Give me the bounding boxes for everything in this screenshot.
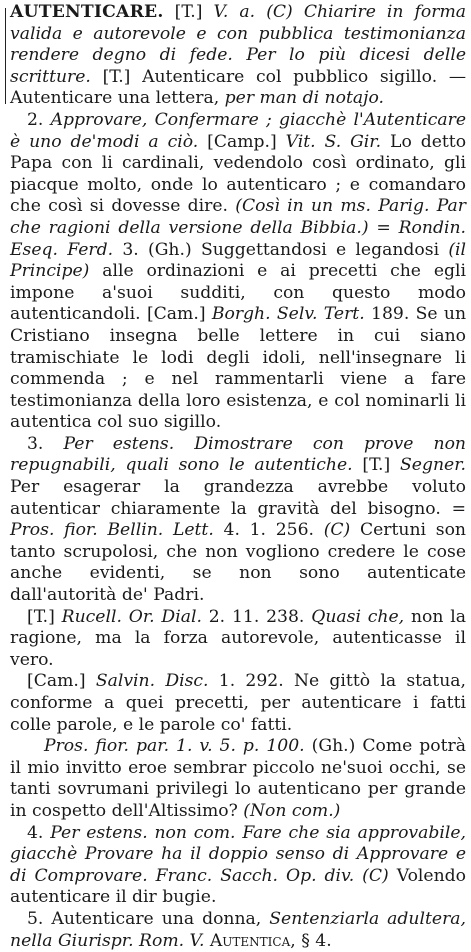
example: Autenticare col pubblico sigillo. — Autenticare una lettera, [10, 66, 467, 109]
quote: Volendo autenticare il dir bugie. [10, 865, 467, 908]
quote: Se un Cristiano insegna belle lettere in cui siano tramischiate le lodi degli idoli, nell'insegnare li commenda ; e nel rammentarli viene a fare testimonianza della loro esistenza, e col nominarli li autentica col suo sigillo. [10, 304, 467, 433]
citation: Rondin. Eseq. Ferd. [10, 217, 466, 260]
headword: AUTENTICARE. [10, 2, 164, 22]
editorial-note: (Così in un ms. Parig. Par che ragioni della versione della Bibbia.) [10, 196, 466, 238]
citation: Rucell. Or. Dial. [61, 606, 202, 627]
tag-t: [T.] [174, 2, 203, 22]
equals-sign: = [376, 217, 391, 238]
quote: Lo detto Papa con li cardinali, vedendolo così ordinato, gli piacque molto, onde lo autenticaro ; e comandaro che così si dovesse dire. [10, 131, 467, 217]
tag-t: [T.] [362, 455, 391, 476]
source-gh: (Gh.) [311, 736, 356, 757]
quote: Come potrà il mio invitto eroe sembrar piccolo ne'suoi occhi, se tanti sovrumani privilegi lo autenticano per grande in cospetto dell'Altissimo? [10, 736, 467, 821]
parenthetical: (il Principe) [10, 239, 467, 282]
definition: Per estens. non com. Fare che sia approvabile, giacchè Provare ha il doppio senso di Approvare e di Comprovare. Franc. Sacch. Op. div. [10, 822, 467, 886]
part-of-speech: V. a. [213, 2, 256, 22]
sense-2 [10, 110, 466, 434]
definition: Per estens. Dimostrare con prove non repugnabili, quali sono le autentiche. [10, 433, 466, 476]
tag-t: [T.] [102, 66, 131, 87]
tag-cam: [Cam.] [27, 671, 86, 692]
quote: Ne gittò la statua, conforme a quei precetti, per autenticare i fatti colle parole, e le parole co' fatti. [10, 671, 466, 735]
citation: Vit. S. Gir. [285, 131, 382, 152]
quote: alle ordinazioni e ai precetti che egli impone a'suoi sudditi, con questo modo autenticandoli. [10, 261, 466, 325]
citation-ref: 189. [371, 304, 410, 325]
phrase: Autenticare una donna, [51, 908, 262, 929]
tag-t: [T.] [27, 606, 55, 627]
sense-3-cont-2 [10, 671, 466, 736]
example-italic: per man di notajo. [224, 88, 384, 109]
citation-ref: 2. 11. 238. [208, 606, 305, 627]
sense-number: 2. [27, 109, 44, 130]
source-gh: (Gh.) [148, 239, 192, 260]
dictionary-entry [10, 2, 466, 952]
sense-number: 5. [27, 908, 44, 929]
tag-camp: [Camp.] [207, 131, 277, 152]
cross-reference: Autentica, [209, 930, 296, 951]
equals-sign: = [451, 498, 466, 519]
sense-4 [10, 823, 466, 909]
sense-1 [10, 2, 466, 110]
sense-5 [10, 909, 466, 952]
tag-cam: [Cam.] [146, 304, 206, 325]
citation: Salvin. Disc. [95, 671, 209, 692]
citation: Pros. fior. par. 1. v. 5. p. 100. [44, 736, 305, 757]
citation-ref: 4. 1. 256. [223, 520, 314, 541]
source-c: (C) [362, 865, 389, 886]
citation: Pros. fior. Bellin. Lett. [10, 520, 214, 541]
quote: non la ragione, ma la forza autorevole, autenticasse il vero. [10, 606, 467, 670]
usage-note: (Non com.) [243, 800, 341, 821]
sense-3-cont-1 [10, 607, 466, 672]
source-c: (C) [323, 520, 351, 541]
sense-number: 3. [27, 433, 44, 454]
definition: Sentenziarla adultera, nella Giurispr. Rom. V. [10, 908, 466, 951]
section-ref: § 4. [301, 930, 332, 951]
citation-ref: 3. [122, 239, 139, 260]
sense-number: 4. [27, 822, 44, 843]
quote: Certuni son tanto scrupolosi, che non vogliono credere le cose anche evidenti, se non sono autenticate dall'autorità de' Padri. [10, 520, 466, 606]
margin-rule [5, 8, 6, 104]
quote: Per esagerar la grandezza avrebbe voluto autenticar chiaramente la gravità del bisogno. [10, 477, 466, 519]
quote-italic: Quasi che, [311, 606, 405, 627]
quote: Suggettandosi e legandosi [200, 239, 440, 260]
definition: Approvare, Confermare ; giacchè l'Autenticare è uno de'modi a ciò. [10, 109, 466, 152]
source-c: (C) [266, 2, 293, 22]
citation: Segner. [400, 455, 466, 476]
citation: Borgh. Selv. Tert. [211, 304, 365, 325]
sense-3 [10, 434, 466, 607]
citation-ref: 1. 292. [218, 671, 284, 692]
definition: Chiarire in forma valida e autorevole e con pubblica testimonianza rendere degno di fede. Per lo più dicesi delle scritture. [10, 2, 467, 87]
sense-3-cont-3 [10, 736, 466, 822]
